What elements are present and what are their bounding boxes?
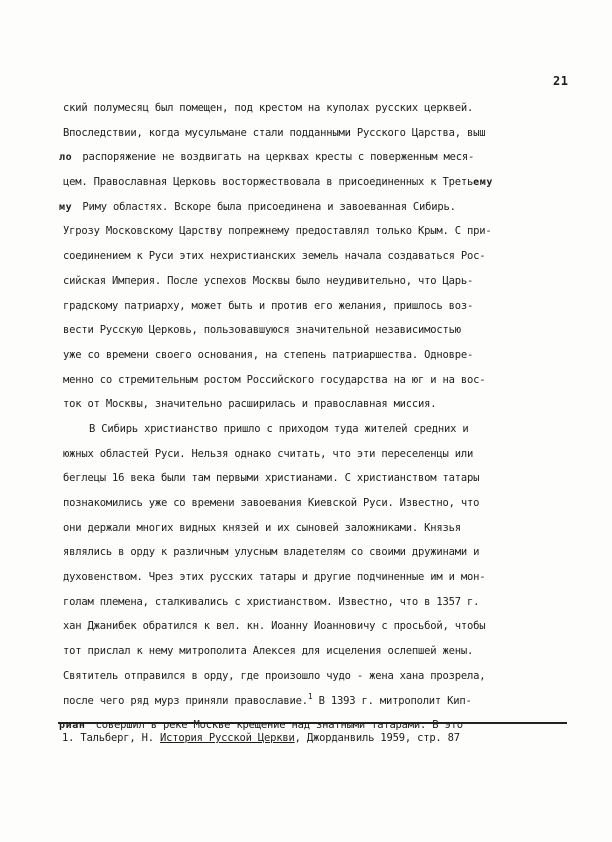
- line-text: ский полумесяц был помещен, под крестом на куполах русских церквей.: [63, 102, 474, 114]
- text-line: [63, 343, 583, 368]
- line-text: тот прислал к нему митрополита Алексея для исцеления ослепшей жены.: [63, 645, 474, 658]
- line-text: Риму областях. Вскоре была присоединена и завоеванная Сибирь.: [76, 200, 456, 213]
- line-text: духовенством. Чрез этих русских татары и другие подчиненные им и мон-: [63, 571, 486, 584]
- line-text: Впоследствии, когда мусульмане стали подданными Русского Царства, выш: [63, 126, 486, 139]
- line-text: являлись в орду к различным улусным владетелям со своими дружинами и: [63, 546, 480, 559]
- text-line: [63, 590, 583, 615]
- text-line: [63, 244, 583, 269]
- margin-insert: ло: [59, 152, 73, 164]
- footnote-author: 1. Тальберг, Н.: [62, 732, 160, 744]
- text-line: [59, 195, 583, 220]
- margin-insert: ему: [473, 177, 494, 189]
- footnote: [62, 732, 460, 744]
- line-text: голам племена, сталкивались с христианством. Известно, что в 1357 г.: [63, 595, 480, 608]
- line-text: сийская Империя. После успехов Москвы было неудивительно, что Царь-: [63, 274, 474, 287]
- line-text: совершил в реке Москве крещение над знатными татарами. В это: [89, 719, 463, 732]
- text-line: [63, 121, 583, 146]
- line-text: градскому патриарху, может быть и против его желания, пришлось воз-: [63, 299, 474, 312]
- line-text: они держали многих видных князей и их сыновей заложниками. Князья: [63, 521, 461, 534]
- footnote-book-title: История Русской Церкви: [159, 732, 295, 744]
- line-text: ток от Москвы, значительно расширилась и православная миссия.: [63, 398, 437, 411]
- text-line: [63, 96, 583, 121]
- line-text: Святитель отправился в орду, где произошло чудо - жена хана прозрела,: [63, 669, 486, 682]
- line-text: соединением к Руси этих нехристианских земель начала создаваться Рос-: [63, 250, 486, 263]
- line-text: хан Джанибек обратился к вел. кн. Иоанну Иоанновичу с просьбой, чтобы: [63, 620, 486, 633]
- text-line: [63, 466, 583, 491]
- line-text: познакомились уже со времени завоевания Киевской Руси. Известно, что: [63, 497, 480, 509]
- line-text: менно со стремительным ростом Российского государства на юг и на вос-: [63, 373, 486, 386]
- footnote-publication: , Джорданвиль 1959, стр. 87: [294, 732, 460, 744]
- text-line: [59, 145, 583, 170]
- line-text: распоряжение не воздвигать на церквах кресты с поверженным меся-: [76, 151, 475, 164]
- text-line: [63, 368, 583, 393]
- text-line: [63, 170, 583, 195]
- text-line: [63, 294, 583, 319]
- line-text: южных областей Руси. Нельзя однако считать, что эти переселенцы или: [63, 447, 474, 460]
- text-line: [63, 516, 583, 541]
- text-line: [63, 392, 583, 417]
- line-text: В 1393 г. митрополит Кип-: [312, 694, 472, 707]
- text-line: [63, 689, 583, 714]
- margin-insert: риан: [59, 720, 86, 732]
- line-text: вести Русскую Церковь, пользовавшуюся значительной независимостью: [63, 324, 461, 337]
- text-line: [63, 565, 583, 590]
- text-line: [63, 417, 583, 442]
- footnote-marker: 1: [307, 691, 313, 701]
- line-text: Угрозу Московскому Царству попрежнему предоставлял только Крым. С при-: [63, 225, 492, 238]
- footnote-divider: [58, 722, 567, 724]
- text-line: [63, 491, 583, 516]
- text-line: [63, 318, 583, 343]
- page-number: 21: [553, 74, 569, 88]
- text-line: [63, 664, 583, 689]
- text-line: [63, 219, 583, 244]
- text-line: [63, 639, 583, 664]
- text-line: [63, 540, 583, 565]
- text-line: [63, 442, 583, 467]
- line-text: уже со времени своего основания, на степень патриаршества. Одновре-: [63, 348, 474, 361]
- text-line: [63, 614, 583, 639]
- line-text: беглецы 16 века были там первыми христианами. С христианством татары: [63, 472, 480, 485]
- text-line: [63, 269, 583, 294]
- line-text: после чего ряд мурз приняли православие.: [63, 694, 308, 707]
- margin-insert: му: [59, 201, 73, 213]
- line-text: В Сибирь христианство пришло с приходом туда жителей средних и: [89, 422, 469, 435]
- line-text: цем. Православная Церковь восторжествовала в присоединенных к Треть: [63, 176, 474, 189]
